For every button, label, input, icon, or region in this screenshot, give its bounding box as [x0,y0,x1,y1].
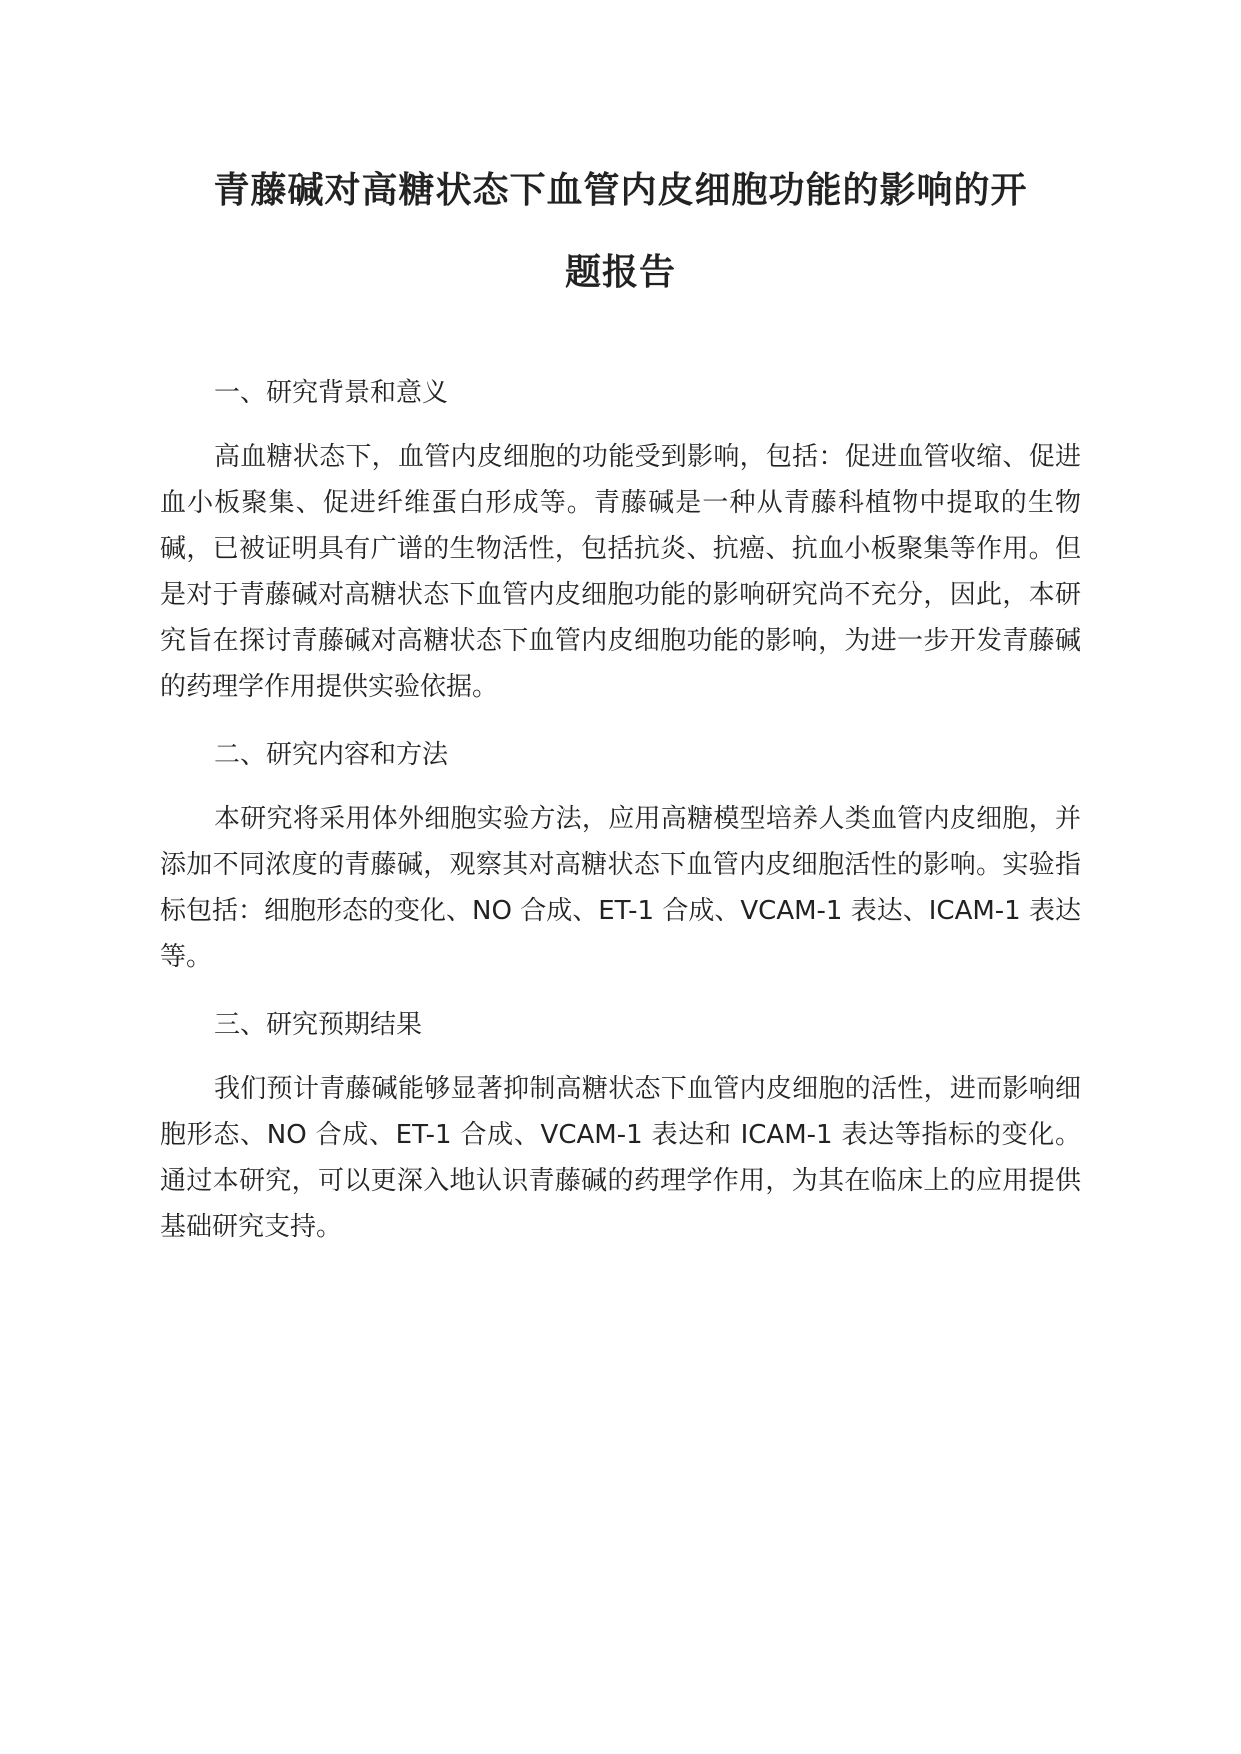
section-background [160,370,1081,710]
document-title [160,150,1081,314]
section-content-methods [160,732,1081,980]
section-heading-expected-results: 三、研究预期结果 [214,1010,423,1040]
document-title-line-2: 题报告 [564,252,676,293]
document-title-line-1: 青藤碱对高糖状态下血管内皮细胞功能的影响的开 [213,170,1028,211]
section-paragraph-content-methods: 本研究将采用体外细胞实验方法，应用高糖模型培养人类血管内皮细胞，并添加不同浓度的青藤碱，观察其对高糖状态下血管内皮细胞活性的影响。实验指标包括：细胞形态的变化、NO 合成、ET-1 合成、VCAM-1 表达、ICAM-1 表达等。 [160,804,1081,972]
section-heading-background: 一、研究背景和意义 [214,378,449,408]
section-heading-content-methods: 二、研究内容和方法 [214,740,449,770]
section-paragraph-expected-results: 我们预计青藤碱能够显著抑制高糖状态下血管内皮细胞的活性，进而影响细胞形态、NO 合成、ET-1 合成、VCAM-1 表达和 ICAM-1 表达等指标的变化。通过本研究，可以更深入地认识青藤碱的药理学作用，为其在临床上的应用提供基础研究支持。 [160,1074,1081,1242]
section-expected-results [160,1002,1081,1250]
section-paragraph-background: 高血糖状态下，血管内皮细胞的功能受到影响，包括：促进血管收缩、促进血小板聚集、促进纤维蛋白形成等。青藤碱是一种从青藤科植物中提取的生物碱，已被证明具有广谱的生物活性，包括抗炎、抗癌、抗血小板聚集等作用。但是对于青藤碱对高糖状态下血管内皮细胞功能的影响研究尚不充分，因此，本研究旨在探讨青藤碱对高糖状态下血管内皮细胞功能的影响，为进一步开发青藤碱的药理学作用提供实验依据。 [160,442,1081,702]
